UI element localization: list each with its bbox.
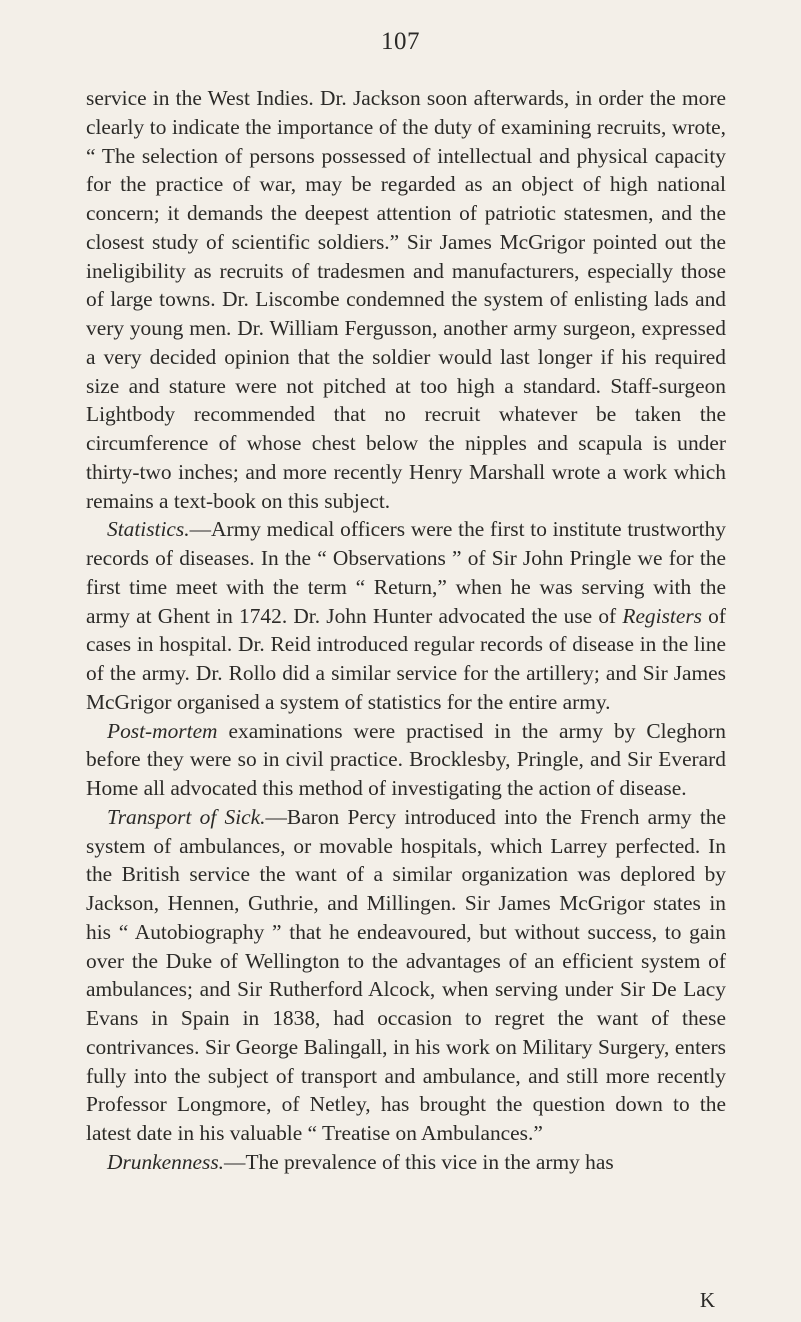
paragraph-transport — [86, 803, 726, 1148]
post-mortem-text: examinations were practised in the army by Cleghorn before they were so in civil practice. Brocklesby, Pringle, and Sir Everard Home all advocated this method of investigating the action of disease. — [86, 718, 726, 800]
paragraph-recruits-text: service in the West Indies. Dr. Jackson soon afterwards, in order the more clearly to indicate the importance of the duty of examining recruits, wrote, “ The selection of persons possessed of intellectual and physical capacity for the practice of war, may be regarded as an object of high national concern; it demands the deepest attention of patriotic statesmen, and the closest study of scientific soldiers.” Sir James McGrigor pointed out the ineligibility as recruits of tradesmen and manufacturers, especially those of large towns. Dr. Liscombe condemned the system of enlisting lads and very young men. Dr. William Fergusson, another army surgeon, expressed a very decided opinion that the soldier would last longer if his required size and stature were not pitched at too high a standard. Staff-surgeon Lightbody recommended that no recruit whatever be taken the circumference of whose chest below the nipples and scapula is under thirty-two inches; and more recently Henry Marshall wrote a work which remains a text-book on this subject. — [86, 86, 726, 513]
transport-text: —Baron Percy introduced into the French army the system of ambulances, or movable hospitals, which Larrey perfected. In the British service the want of a similar organization was deplored by Jackson, Hennen, Guthrie, and Millingen. Sir James McGrigor states in his “ Autobiography ” that he endeavoured, but without success, to gain over the Duke of Wellington to the advantages of an efficient system of ambulances; and Sir Rutherford Alcock, when serving under Sir De Lacy Evans in Spain in 1838, had occasion to regret the want of these contrivances. Sir George Balingall, in his work on Military Surgery, enters fully into the subject of transport and ambulance, and still more recently Professor Longmore, of Netley, has brought the question down to the latest date in his valuable “ Treatise on Ambulances.” — [86, 804, 726, 1145]
drunkenness-heading: Drunkenness. — [107, 1149, 225, 1174]
statistics-text-after: of cases in hospital. Dr. Reid introduced regular records of disease in the line of the army. Dr. Rollo did a similar service for the artillery; and Sir James McGrigor organised a system of statistics for the entire army. — [86, 603, 726, 714]
signature-mark: K — [699, 1288, 715, 1312]
statistics-emphasis: Registers — [622, 603, 702, 628]
statistics-text-before: —Army medical officers were the first to institute trustworthy records of diseases. In the “ Observations ” of Sir John Pringle we for the first time meet with the term “ Return,” when he was serving with the army at Ghent in 1742. Dr. John Hunter advocated the use of — [86, 517, 726, 628]
drunkenness-text: —The prevalence of this vice in the army has — [224, 1149, 614, 1174]
page-body — [86, 84, 726, 1177]
post-mortem-heading: Post-mortem — [107, 718, 218, 743]
statistics-heading: Statistics. — [107, 517, 190, 542]
page-number: 107 — [381, 28, 420, 55]
paragraph-post-mortem — [86, 717, 726, 803]
paragraph-drunkenness — [86, 1148, 726, 1177]
paragraph-recruits — [86, 84, 726, 515]
transport-heading: Transport of Sick. — [107, 804, 266, 829]
paragraph-statistics — [86, 515, 726, 716]
